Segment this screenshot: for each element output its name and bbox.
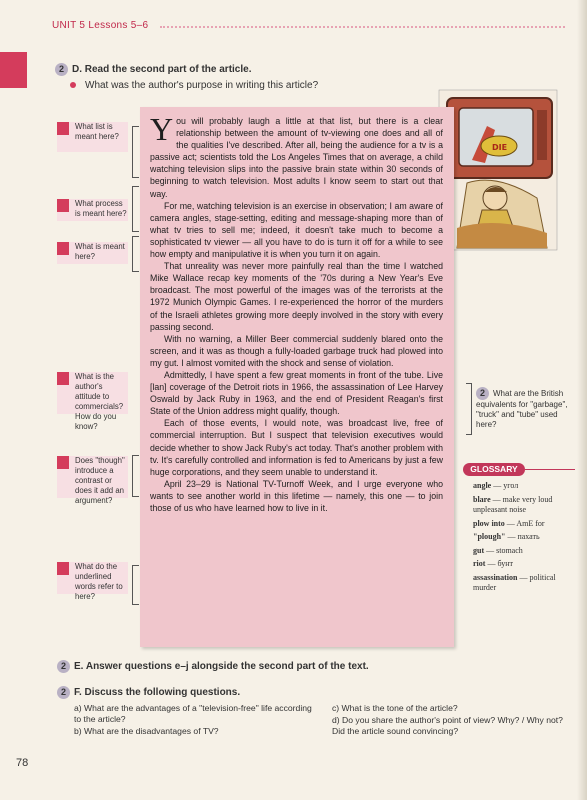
question-b: b) What are the disadvantages of TV?	[74, 726, 219, 736]
tv-cartoon-illustration	[437, 88, 563, 256]
bracket	[132, 186, 139, 232]
exercise-f-title: F. Discuss the following questions.	[74, 687, 241, 698]
svg-text:DIE: DIE	[492, 143, 508, 152]
letter-tab	[57, 122, 69, 135]
glossary-entry	[473, 546, 575, 557]
question-d: d) Do you share the author's point of view? Why? / Why not? Did the article sound convincing?	[332, 715, 563, 736]
exercise-f-heading	[57, 686, 240, 699]
article-text	[150, 111, 443, 514]
letter-tab	[57, 456, 69, 469]
glossary-definition: — political murder	[473, 572, 556, 592]
article-paragraph	[150, 111, 443, 200]
exercise-number: 2	[55, 63, 68, 76]
page-number: 78	[16, 757, 29, 769]
glossary-term: gut	[473, 545, 485, 555]
glossary-term: riot	[473, 559, 486, 568]
margin-question	[57, 242, 128, 264]
margin-question-text: What is the author's attitude to commercials? How do you know?	[75, 372, 124, 431]
bracket	[132, 565, 139, 605]
margin-question	[57, 372, 128, 431]
article-paragraph: With no warning, a Miller Beer commercial suddenly blared onto the screen, and it was as though a fully-loaded garbage truck had plowed into my gut. I almost vomited with the shock and sense of violation.	[150, 333, 443, 368]
page-header	[0, 14, 587, 38]
glossary-entry	[473, 532, 575, 543]
side-question-text: What are the British equivalents for "garbage", "truck" and "tube" used here?	[476, 389, 568, 429]
paragraph-1: ou will probably laugh a little at that list, but there is a clear relationship between the amount of tv-viewing one does and all of the qualities I've described. After all, being the audience for a tv is a passive act; scientists told the Los Angeles Times that on average, a child watching television slips into the passive brain state within 30 seconds of beginning to watch television. Most adults I know seem to start out that way.	[150, 116, 443, 199]
bracket	[132, 126, 139, 178]
article-paragraph: Admittedly, I have spent a few great moments in front of the tube. Live [lan] coverage of the Detroit riots in 1966, the assassination of Lee Harvey Oswald by Jack Ruby in 1963, and the end of President Reagan's first State of the Union address might qualify, though.	[150, 369, 443, 417]
glossary-definition: — угол	[491, 481, 519, 490]
glossary-box	[463, 463, 576, 623]
exercise-number: 2	[476, 387, 489, 400]
bracket	[132, 455, 139, 497]
glossary-definition: — AmE for	[504, 518, 545, 528]
drop-cap: Y	[150, 111, 174, 147]
exercise-d-heading	[55, 63, 251, 76]
article-paragraph: For me, watching television is an exercise in observation; I am aware of camera angles, stage-setting, editing and message-shaping more than of what tv tries to sell me; indeed, it doesn't take much to become a sophisticated tv viewer — all you have to do is turn it off for a while to see how empty and manipulative it is when you turn it on again.	[150, 200, 443, 260]
glossary-term: plow into	[473, 518, 505, 528]
exercise-d-question-text: What was the author's purpose in writing this article?	[85, 80, 319, 91]
margin-question	[57, 456, 128, 505]
glossary-definition: — пахать	[505, 532, 540, 541]
letter-tab	[57, 562, 69, 575]
glossary-entry	[473, 573, 575, 594]
exercise-number: 2	[57, 660, 70, 673]
margin-question	[57, 562, 128, 601]
bullet-icon	[70, 82, 76, 88]
margin-question-text: What do the underlined words refer to here?	[75, 562, 123, 601]
glossary-term: blare	[473, 494, 491, 504]
question-c: c) What is the tone of the article?	[332, 703, 458, 713]
side-tab	[0, 52, 27, 88]
glossary-definition: — бунт	[485, 559, 513, 568]
margin-question-text: Does "though" introduce a contrast or does it add an argument?	[75, 456, 125, 505]
glossary-term: "plough"	[473, 532, 506, 541]
margin-question-text: What is meant here?	[75, 242, 125, 261]
glossary-definition: — stomach	[484, 545, 523, 555]
margin-question-text: What process is meant here?	[75, 199, 127, 218]
glossary-entry	[473, 559, 575, 570]
margin-question-text: What list is meant here?	[75, 122, 119, 141]
glossary-term: angle	[473, 481, 492, 490]
glossary-definition: — make very loud unpleasant noise	[473, 494, 553, 514]
exercise-d-title: D. Read the second part of the article.	[72, 64, 252, 75]
letter-tab	[57, 372, 69, 385]
glossary-entry	[473, 519, 575, 530]
exercise-d-question	[70, 80, 318, 91]
glossary-entry	[473, 481, 575, 492]
exercise-number: 2	[57, 686, 70, 699]
article-panel	[140, 107, 454, 647]
glossary-rule	[525, 469, 575, 470]
margin-question	[57, 199, 128, 221]
letter-tab	[57, 199, 69, 212]
margin-question	[57, 122, 128, 152]
glossary-title: GLOSSARY	[463, 463, 525, 476]
article-paragraph: That unreality was never more painfully real than the time I watched Mike Wallace recap key moments of the '70s during a New Year's Eve broadcast. The most powerful of the images was of the terrorists at the 1972 Munich Olympic Games. I re-experienced the horror of the murders of the Israeli athletes growing more deeply involved in the story with every passing second.	[150, 261, 443, 332]
bracket	[132, 236, 139, 272]
article-paragraph: April 23–29 is National TV-Turnoff Week, and I urge everyone who wants to see another world in this lifetime — namely, this one — to join those of us who have learned how to live in it.	[150, 478, 443, 513]
header-divider	[160, 26, 565, 28]
unit-label: UNIT 5 Lessons 5–6	[52, 20, 149, 31]
glossary-entry	[473, 495, 575, 516]
bracket	[466, 383, 472, 435]
side-question	[476, 387, 576, 430]
article-paragraph: Each of those events, I would note, was broadcast live, free of commercial interruption. But I suspect that television executives would decide whether to show Jack Ruby's act today. That's another problem with tv. It's carefully controlled and information is fed to Americans by just a few huge corporations, and they seem unable to understand it.	[150, 418, 443, 477]
question-a: a) What are the advantages of a "television-free" life according to the article?	[74, 703, 312, 724]
glossary-list	[473, 481, 575, 597]
page-edge-shadow	[577, 0, 587, 800]
letter-tab	[57, 242, 69, 255]
glossary-term: assassination	[473, 572, 518, 582]
exercise-e-heading	[57, 660, 369, 673]
exercise-e-title: E. Answer questions e–j alongside the second part of the text.	[74, 661, 369, 672]
